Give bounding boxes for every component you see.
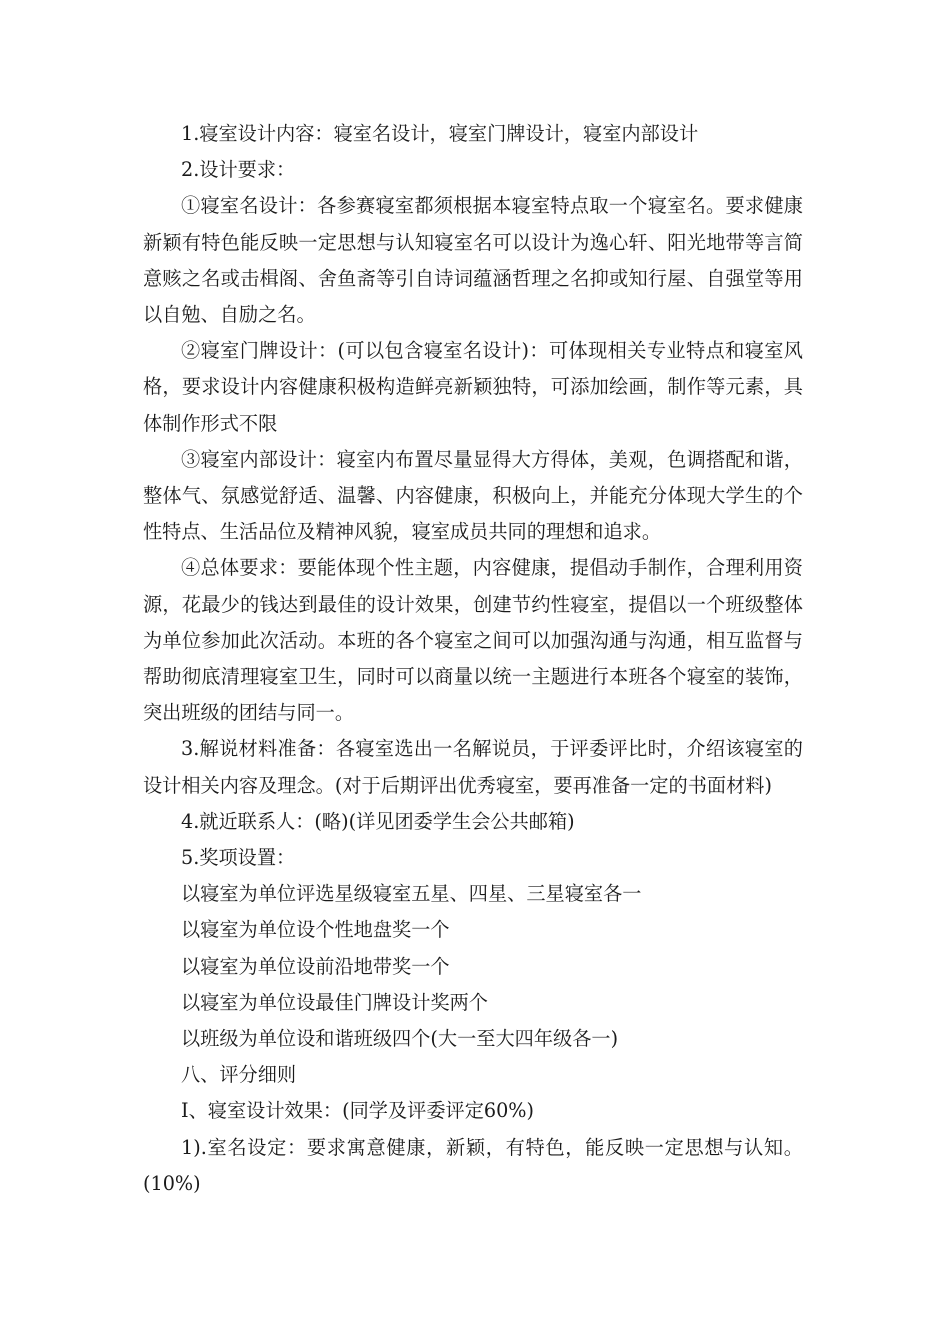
paragraph-interior-design: ③寝室内部设计：寝室内布置尽量显得大方得体，美观，色调搭配和谐，整体气、氛感觉舒适、温馨、内容健康，积极向上，并能充分体现大学生的个性特点、生活品位及精神风貌，寝室成员共同的理想和追求。 <box>143 447 803 544</box>
paragraph-award-star-rooms: 以寝室为单位评选星级寝室五星、四星、三星寝室各一 <box>181 882 642 906</box>
paragraph-room-name-setting: 1).室名设定：要求寓意健康，新颖，有特色，能反映一定思想与认知。(10%) <box>143 1135 803 1195</box>
paragraph-award-door-plate: 以寝室为单位设最佳门牌设计奖两个 <box>181 990 488 1014</box>
paragraph-contact-person: 4.就近联系人：(略)(详见团委学生会公共邮箱) <box>181 809 575 833</box>
paragraph-award-harmonious-class: 以班级为单位设和谐班级四个(大一至大四年级各一) <box>181 1027 619 1051</box>
document-body <box>143 116 803 1202</box>
section-heading-scoring-rules: 八、评分细则 <box>181 1063 297 1087</box>
paragraph-award-personality: 以寝室为单位设个性地盘奖一个 <box>181 918 450 942</box>
paragraph-door-plate-design: ②寝室门牌设计：(可以包含寝室名设计)：可体现相关专业特点和寝室风格，要求设计内容健康积极构造鲜亮新颖独特，可添加绘画，制作等元素，具体制作形式不限 <box>143 339 803 435</box>
paragraph-design-content: 1.寝室设计内容：寝室名设计，寝室门牌设计，寝室内部设计 <box>181 122 699 145</box>
paragraph-award-frontier: 以寝室为单位设前沿地带奖一个 <box>181 954 450 978</box>
paragraph-award-settings: 5.奖项设置： <box>181 846 296 870</box>
paragraph-overall-requirements: ④总体要求：要能体现个性主题，内容健康，提倡动手制作，合理利用资源，花最少的钱达到最佳的设计效果，创建节约性寝室，提倡以一个班级整体为单位参加此次活动。本班的各个寝室之间可以加强沟通与沟通，相互监督与帮助彻底清理寝室卫生，同时可以商量以统一主题进行本班各个寝室的装饰，突出班级的团结与同一。 <box>143 556 803 725</box>
paragraph-room-name-design: ①寝室名设计：各参赛寝室都须根据本寝室特点取一个寝室名。要求健康新颖有特色能反映一定思想与认知寝室名可以设计为逸心轩、阳光地带等言简意赅之名或击楫阁、舍鱼斋等引自诗词蕴涵哲理之名抑或知行屋、自强堂等用以自勉、自励之名。 <box>143 194 803 327</box>
paragraph-commentary-materials: 3.解说材料准备：各寝室选出一名解说员，于评委评比时，介绍该寝室的设计相关内容及理念。(对于后期评出优秀寝室，要再准备一定的书面材料) <box>143 737 803 797</box>
paragraph-design-requirements: 2.设计要求： <box>181 158 296 182</box>
paragraph-design-effect: Ⅰ、寝室设计效果：(同学及评委评定60%) <box>181 1099 535 1123</box>
